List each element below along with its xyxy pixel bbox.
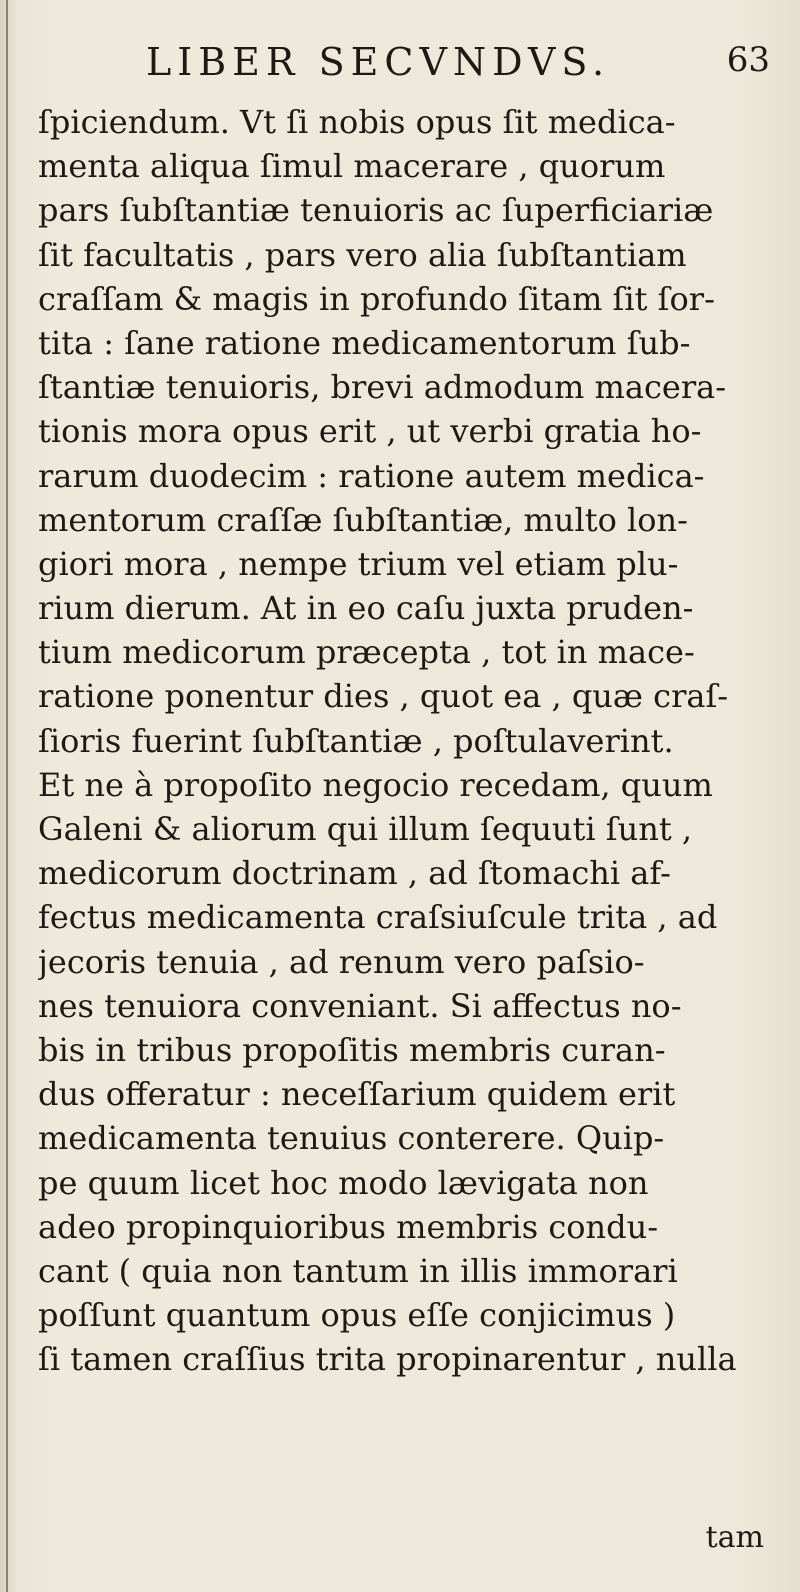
text-line: Galeni & aliorum qui illum ſequuti ſunt , [38,810,693,848]
text-line: ſioris fuerint ſubſtantiæ , poſtulaverint. [38,721,674,760]
text-line: medicorum doctrinam , ad ſtomachi af- [38,854,671,893]
text-line: cant ( quia non tantum in illis immorari [38,1251,678,1290]
body-text [38,100,760,1381]
text-line: pe quum licet hoc modo lævigata non [38,1163,649,1202]
text-line: menta aliqua ſimul macerare , quorum [38,147,666,186]
text-line: tium medicorum præcepta , tot in mace- [38,633,695,672]
text-line: ſtantiæ tenuioris, brevi admodum macera- [38,368,726,407]
text-line: nes tenuiora conveniant. Si affectus no- [38,986,682,1025]
text-line: tita : ſane ratione medicamentorum ſub- [38,323,691,362]
page-header [146,40,770,90]
text-line: medicamenta tenuius conterere. Quip- [38,1119,665,1158]
text-line: poſſunt quantum opus eſſe conjicimus ) [38,1296,676,1335]
text-line: tionis mora opus erit , ut verbi gratia ho- [38,412,702,451]
text-line: giori mora , nempe trium vel etiam plu- [38,544,679,583]
page-gutter [6,0,8,1592]
text-line: craſſam & magis in profundo ſitam ſit ſor- [38,279,715,318]
text-line: fectus medicamenta craſsiuſcule trita , ad [38,898,718,937]
text-line: bis in tribus propoſitis membris curan- [38,1030,666,1069]
text-line: ſit facultatis , pars vero alia ſubſtantiam [38,235,687,274]
text-line: adeo propinquioribus membris condu- [38,1207,659,1246]
text-line: ſi tamen craſſius trita propinarentur , nulla [38,1340,737,1379]
text-line: Et ne à propoſito negocio recedam, quum [38,765,713,804]
text-line: rarum duodecim : ratione autem medica- [38,456,705,495]
text-line: mentorum craſſæ ſubſtantiæ, multo lon- [38,500,688,539]
text-line: rium dierum. At in eo caſu juxta pruden- [38,589,694,628]
text-line: ratione ponentur dies , quot ea , quæ craſ- [38,677,729,716]
text-line: dus offeratur : neceſſarium quidem erit [38,1075,676,1114]
text-line: pars ſubſtantiæ tenuioris ac ſuperficiariæ [38,191,714,230]
catchword: tam [705,1520,764,1555]
text-line: ſpiciendum. Vt ſi nobis opus ſit medica- [38,103,676,141]
running-title: LIBER SECVNDVS. [146,40,611,84]
page-number: 63 [726,40,770,80]
text-line: jecoris tenuia , ad renum vero paſsio- [38,942,645,981]
